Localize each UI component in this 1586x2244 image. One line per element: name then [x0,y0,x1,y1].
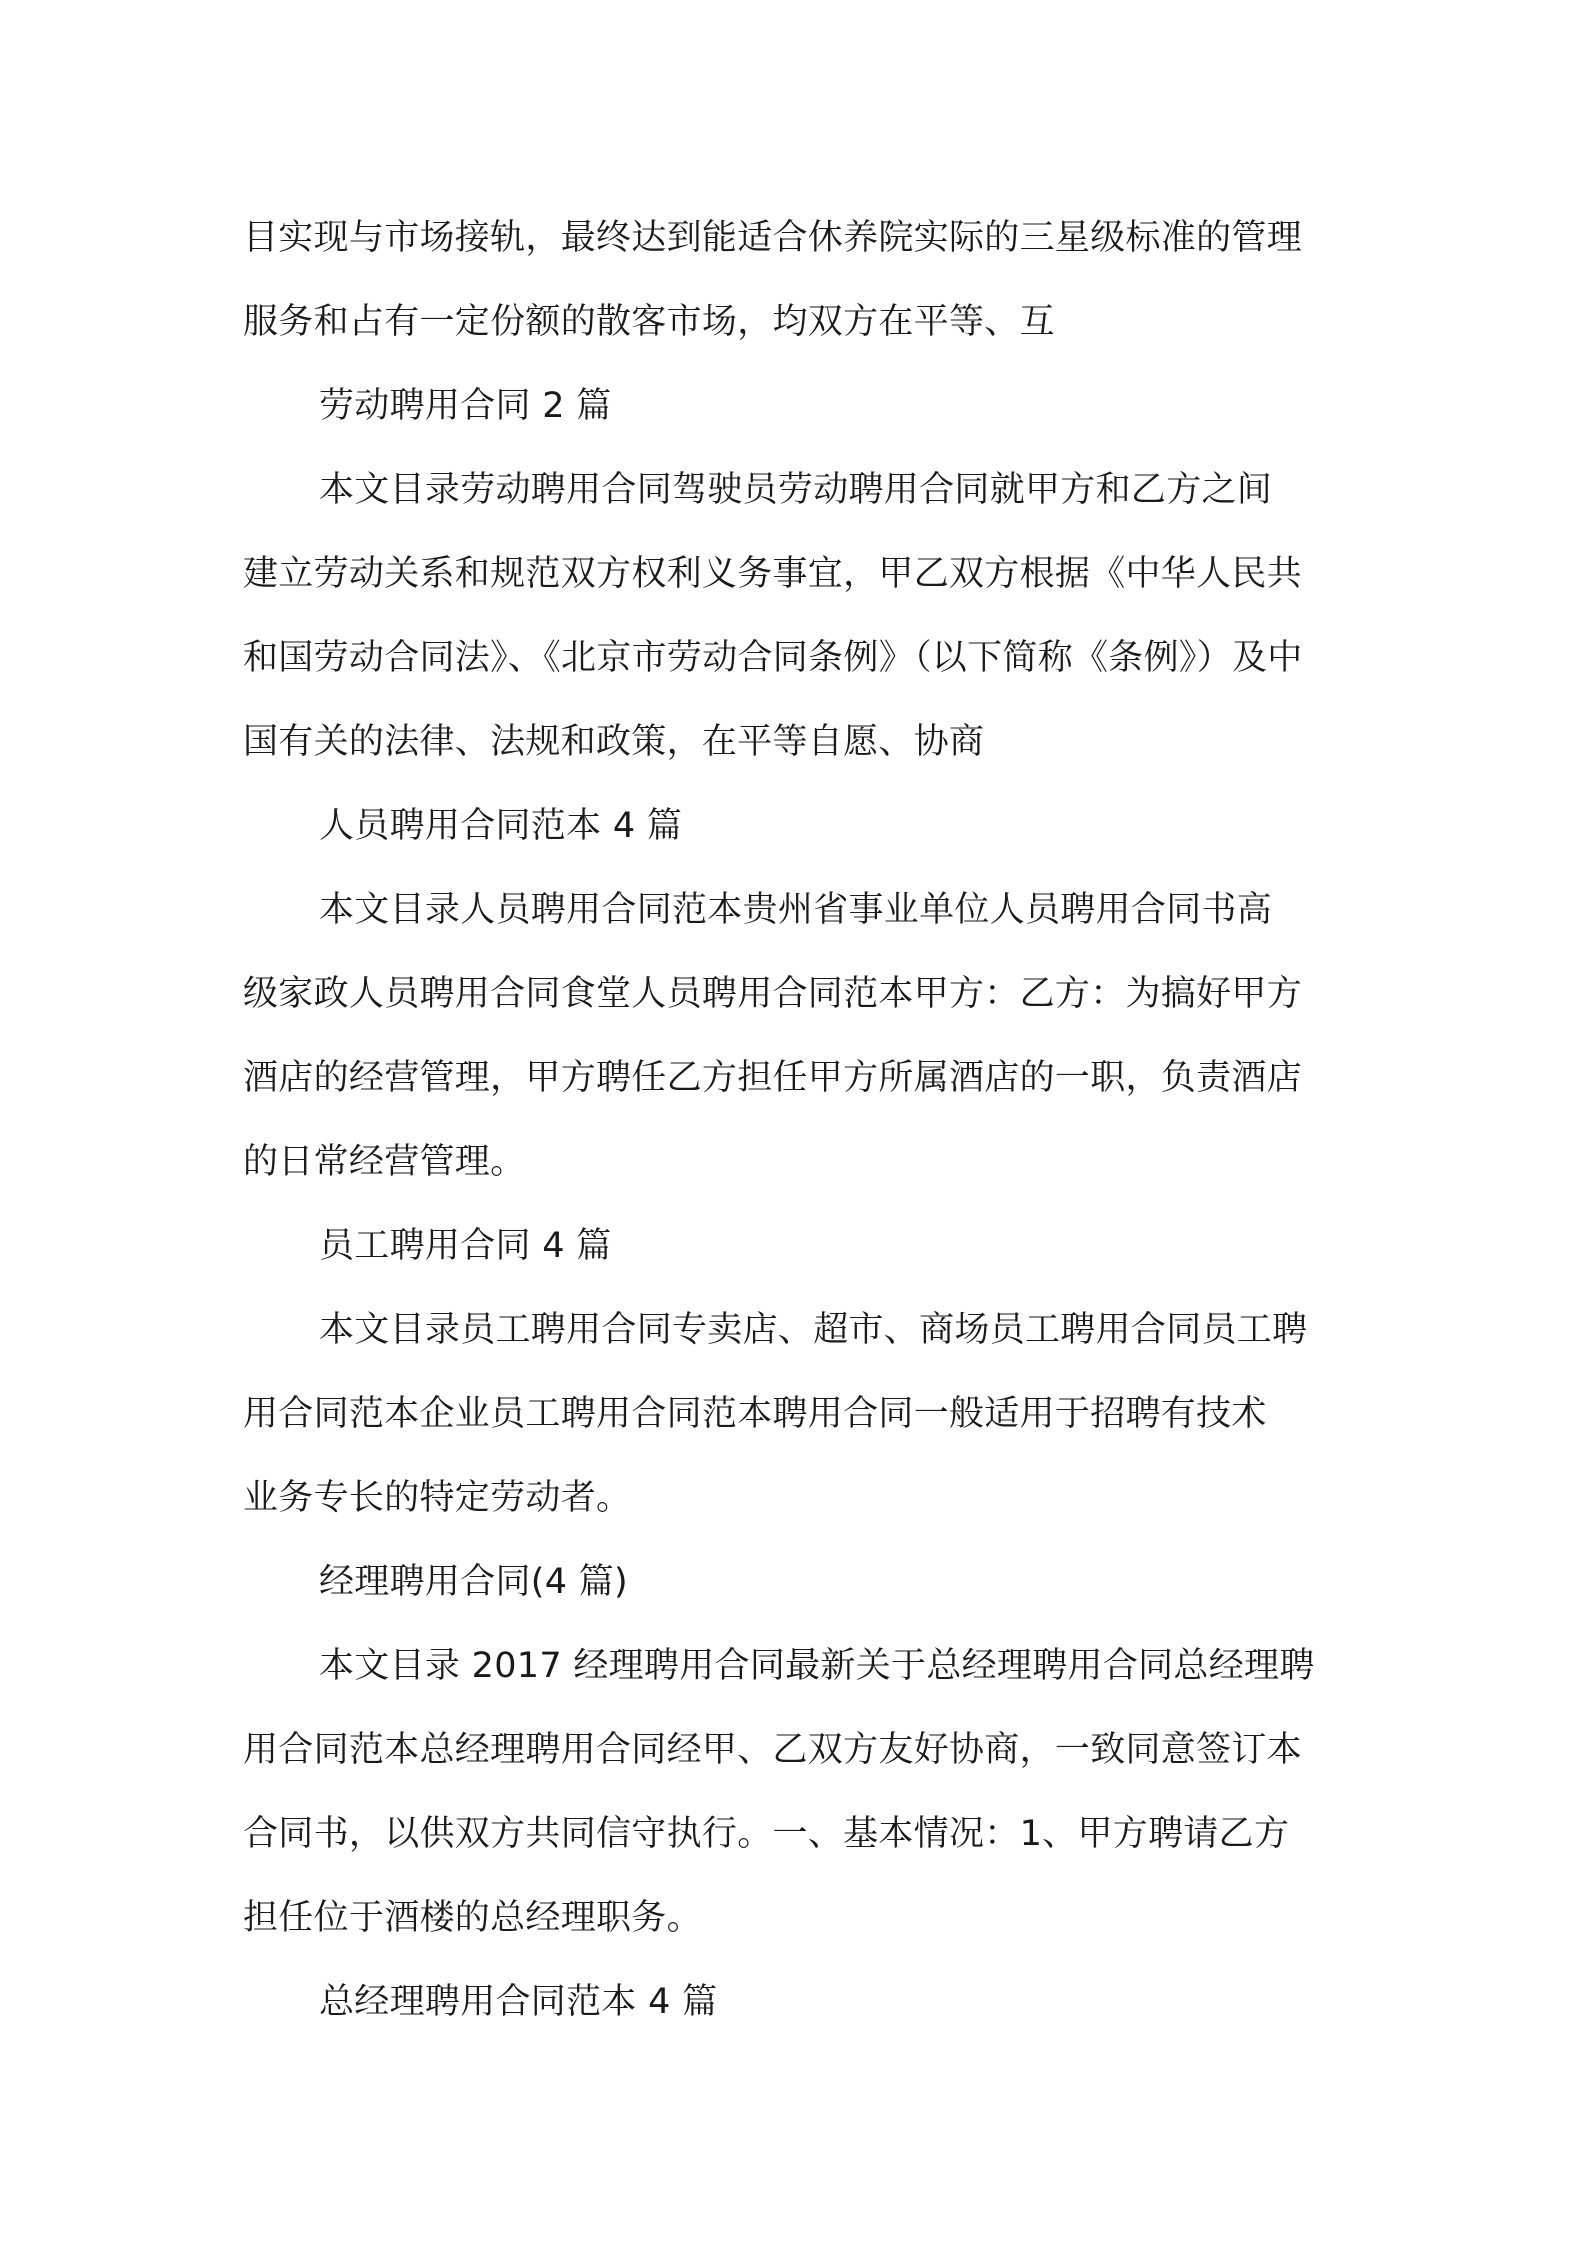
text-line: 业务专长的特定劳动者。 [243,1478,632,1518]
section-heading: 人员聘用合同范本 4 篇 [319,806,683,846]
text-line: 的日常经营管理。 [243,1142,526,1182]
paragraph-start: 本文目录人员聘用合同范本贵州省事业单位人员聘用合同书高 [319,890,1273,930]
text-line: 担任位于酒楼的总经理职务。 [243,1898,702,1938]
text-line: 目实现与市场接轨，最终达到能适合休养院实际的三星级标准的管理 [243,218,1303,258]
paragraph-start: 本文目录 2017 经理聘用合同最新关于总经理聘用合同总经理聘 [319,1646,1315,1686]
section-heading: 劳动聘用合同 2 篇 [319,386,612,426]
text-line: 用合同范本企业员工聘用合同范本聘用合同一般适用于招聘有技术 [243,1394,1267,1434]
paragraph-start: 本文目录劳动聘用合同驾驶员劳动聘用合同就甲方和乙方之间 [319,470,1273,510]
text-line: 酒店的经营管理，甲方聘任乙方担任甲方所属酒店的一职，负责酒店 [243,1058,1303,1098]
paragraph-start: 本文目录员工聘用合同专卖店、超市、商场员工聘用合同员工聘 [319,1310,1308,1350]
text-line: 级家政人员聘用合同食堂人员聘用合同范本甲方：乙方：为搞好甲方 [243,974,1303,1014]
document-body [243,196,1359,2044]
text-line: 服务和占有一定份额的散客市场，均双方在平等、互 [243,302,1055,342]
section-heading: 经理聘用合同(4 篇) [319,1562,629,1602]
text-line: 用合同范本总经理聘用合同经甲、乙双方友好协商，一致同意签订本 [243,1730,1303,1770]
section-heading: 总经理聘用合同范本 4 篇 [319,1982,718,2022]
section-heading: 员工聘用合同 4 篇 [319,1226,612,1266]
text-line: 和国劳动合同法》、《北京市劳动合同条例》（以下简称《条例》）及中 [243,638,1303,678]
text-line: 国有关的法律、法规和政策，在平等自愿、协商 [243,722,985,762]
text-line: 建立劳动关系和规范双方权利义务事宜，甲乙双方根据《中华人民共 [243,554,1303,594]
text-line: 合同书，以供双方共同信守执行。一、基本情况：1、甲方聘请乙方 [243,1814,1290,1854]
